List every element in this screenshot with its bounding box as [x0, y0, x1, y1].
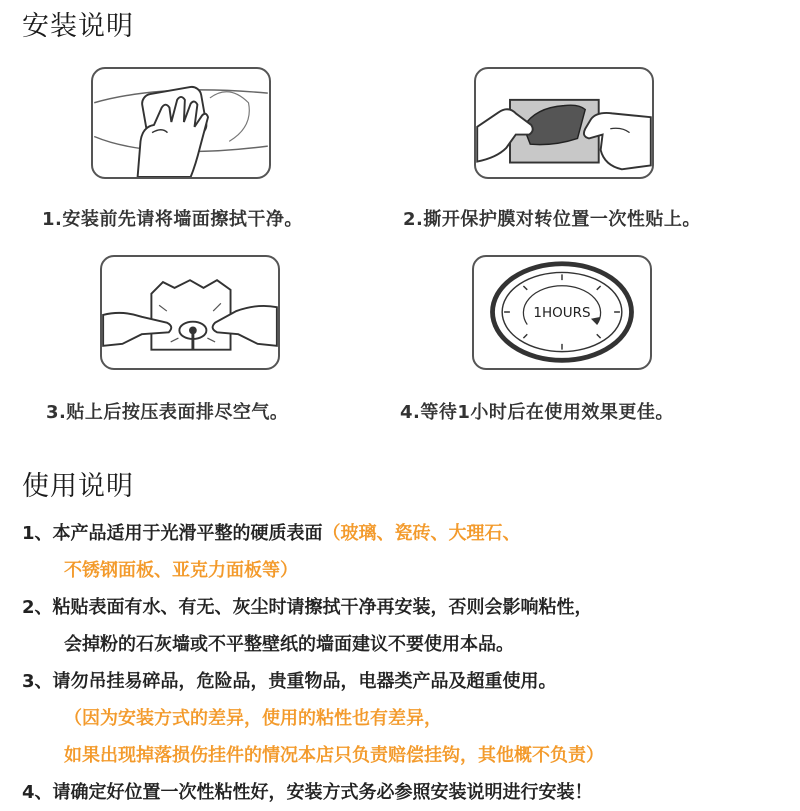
step-3-illustration — [100, 255, 280, 370]
step-3-caption: 3.贴上后按压表面排尽空气。 — [46, 402, 289, 423]
usage-line-3: 2、粘贴表面有水、有无、灰尘时请擦拭干净再安装，否则会影响粘性， — [22, 597, 593, 618]
install-title: 安装说明 — [22, 11, 134, 42]
step-2-caption: 2.撕开保护膜对转位置一次性贴上。 — [403, 209, 701, 230]
step-1-caption: 1.安装前先请将墙面擦拭干净。 — [42, 209, 303, 230]
step-4-illustration — [472, 255, 652, 370]
clock-label: 1HOURS — [533, 304, 591, 321]
usage-line-5: 3、请勿吊挂易碎品，危险品，贵重物品，电器类产品及超重使用。 — [22, 671, 557, 692]
peel-film-icon — [476, 69, 652, 177]
usage-line-2: 不锈钢面板、亚克力面板等） — [64, 560, 298, 581]
press-hook-icon — [102, 257, 278, 368]
usage-line-4: 会掉粉的石灰墙或不平整壁纸的墙面建议不要使用本品。 — [64, 634, 514, 655]
step-2-illustration — [474, 67, 654, 179]
usage-line-8: 4、请确定好位置一次性粘性好，安装方式务必参照安装说明进行安装！ — [22, 782, 593, 803]
step-1-illustration — [91, 67, 271, 179]
usage-line-7: 如果出现掉落损伤挂件的情况本店只负责赔偿挂钩，其他概不负责） — [64, 745, 604, 766]
usage-line-6: （因为安装方式的差异，使用的粘性也有差异， — [64, 708, 442, 729]
wipe-wall-icon — [93, 69, 269, 177]
usage-list — [22, 515, 792, 811]
usage-title: 使用说明 — [22, 471, 134, 502]
step-4-caption: 4.等待1小时后在使用效果更佳。 — [400, 402, 674, 423]
usage-line-1: 1、本产品适用于光滑平整的硬质表面（玻璃、瓷砖、大理石、 — [22, 523, 521, 544]
clock-1hour-icon — [474, 257, 650, 368]
